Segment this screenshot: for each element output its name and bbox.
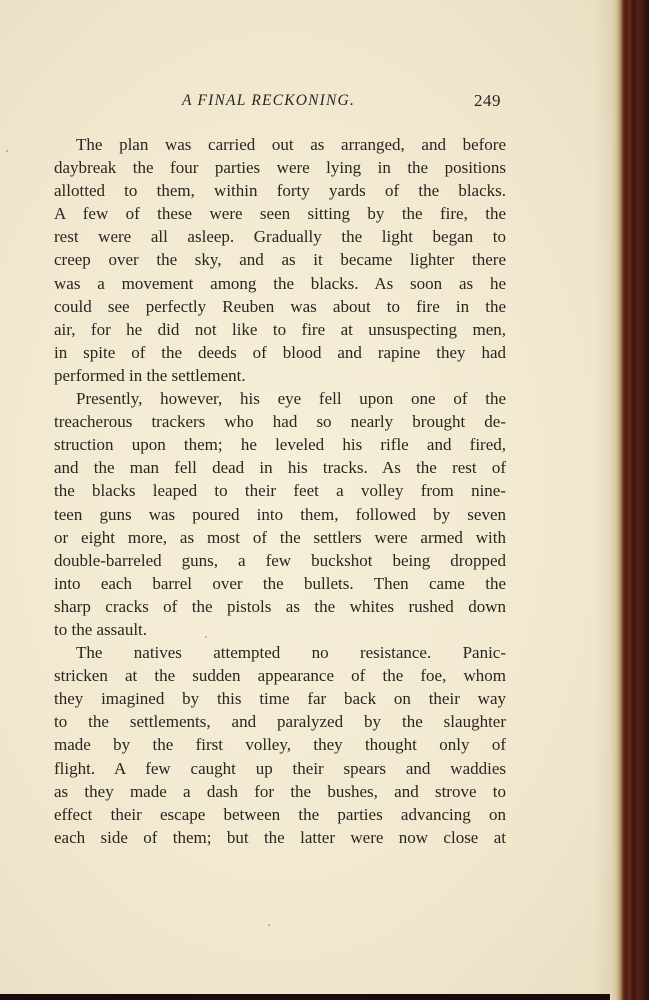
- text-line: rest were all asleep. Gradually the light began to: [54, 227, 506, 247]
- text-line: effect their escape between the parties advancing on: [54, 804, 506, 824]
- paper-speck: [268, 924, 270, 926]
- running-head: A FINAL RECKONING.: [182, 92, 356, 109]
- text-line: to the settlements, and paralyzed by the slaughter: [54, 712, 506, 732]
- text-line: stricken at the sudden appearance of the foe, whom: [54, 666, 506, 686]
- text-line: in spite of the deeds of blood and rapine they had: [54, 342, 506, 362]
- text-line: or eight more, as most of the settlers were armed with: [54, 527, 506, 547]
- text-line: allotted to them, within forty yards of the blacks.: [54, 181, 506, 201]
- text-line: made by the first volley, they thought only of: [54, 735, 506, 755]
- text-line: flight. A few caught up their spears and waddies: [54, 758, 506, 778]
- text-line: teen guns was poured into them, followed by seven: [54, 504, 506, 524]
- text-line: the blacks leaped to their feet a volley from nine-: [54, 481, 506, 501]
- text-line: treacherous trackers who had so nearly brought de-: [54, 412, 506, 432]
- text-line: each side of them; but the latter were now close at: [54, 827, 506, 847]
- paper-speck: [205, 636, 207, 638]
- text-line: as they made a dash for the bushes, and strove to: [54, 781, 506, 801]
- text-line: they imagined by this time far back on their way: [54, 689, 506, 709]
- text-line: The plan was carried out as arranged, and before: [76, 135, 506, 154]
- text-line: A few of these were seen sitting by the fire, the: [54, 204, 506, 224]
- text-line: The natives attempted no resistance. Panic-: [76, 643, 506, 663]
- text-line: air, for he did not like to fire at unsuspecting men,: [54, 319, 506, 339]
- page-edges-binding: [610, 0, 649, 1000]
- text-line: sharp cracks of the pistols as the whites rushed down: [54, 596, 506, 616]
- text-line: creep over the sky, and as it became lighter there: [54, 250, 506, 270]
- text-line: and the man fell dead in his tracks. As the rest of: [54, 458, 506, 478]
- text-line: was a movement among the blacks. As soon as he: [54, 273, 506, 293]
- text-line: struction upon them; he leveled his rifle and fired,: [54, 435, 506, 455]
- text-line: performed in the settlement.: [54, 365, 246, 385]
- text-line: Presently, however, his eye fell upon one of the: [76, 389, 506, 409]
- body-text: [54, 133, 506, 849]
- page-header: [0, 88, 622, 118]
- text-line: double-barreled guns, a few buckshot being dropped: [54, 550, 506, 570]
- page-number: 249: [474, 91, 501, 110]
- text-line: to the assault.: [54, 619, 148, 639]
- text-line: could see perfectly Reuben was about to fire in the: [54, 296, 506, 316]
- text-line: daybreak the four parties were lying in the positions: [54, 158, 506, 178]
- text-line: into each barrel over the bullets. Then came the: [54, 573, 506, 593]
- paper-speck: [6, 150, 8, 152]
